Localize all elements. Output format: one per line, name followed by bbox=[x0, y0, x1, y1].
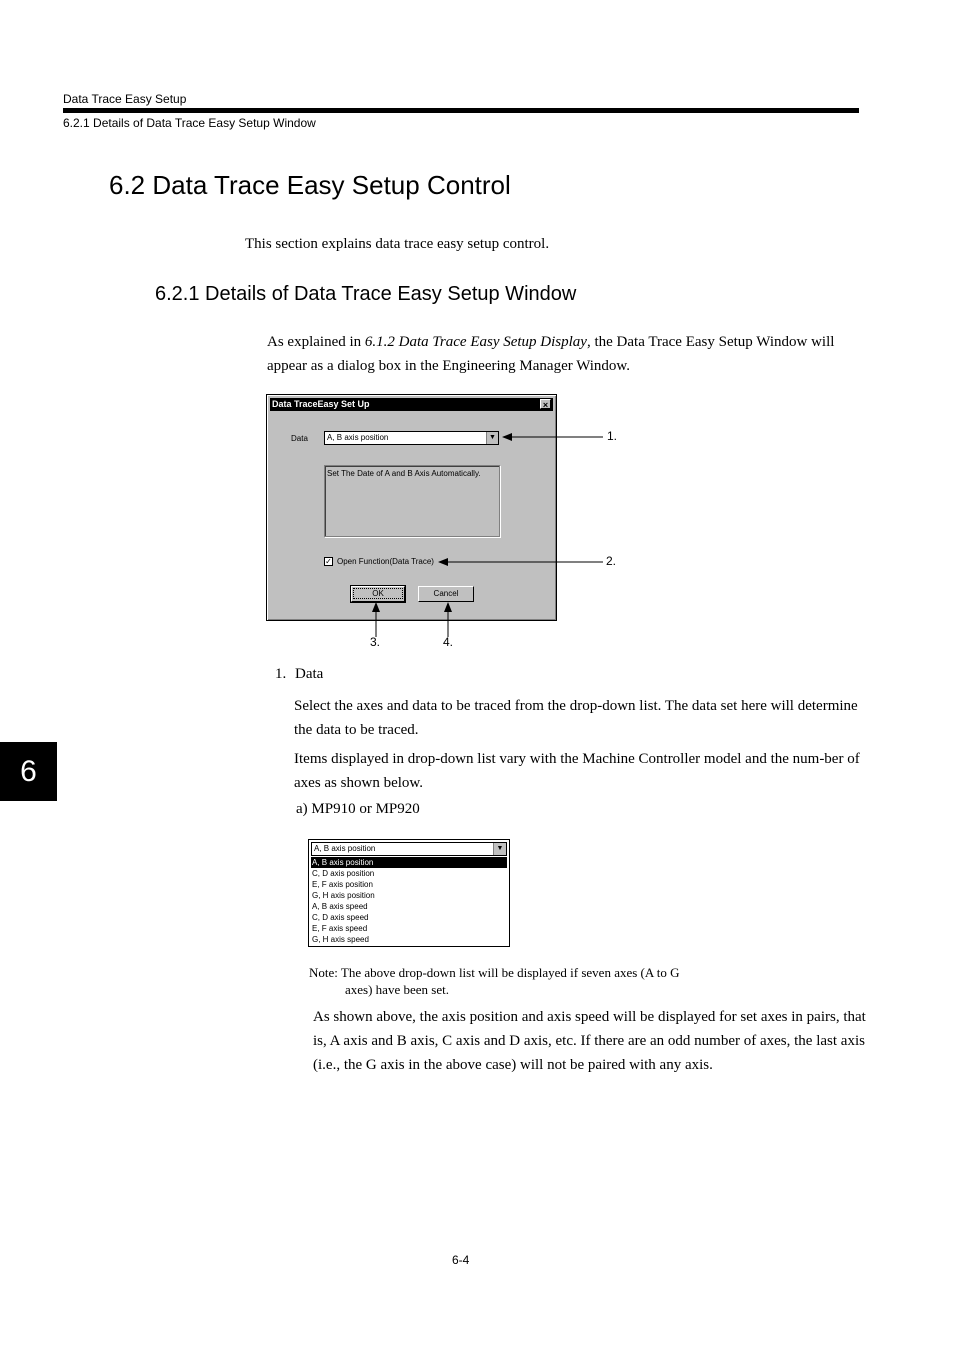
callout-2: 2. bbox=[606, 554, 617, 568]
page-number: 6-4 bbox=[452, 1253, 470, 1267]
section-intro: This section explains data trace easy setup control. bbox=[245, 236, 550, 252]
section-title: 6.2 Data Trace Easy Setup Control bbox=[109, 170, 511, 200]
callout-3: 3. bbox=[370, 635, 381, 649]
sub-heading: a) MP910 or MP920 bbox=[296, 801, 420, 817]
list-item[interactable]: E, F axis position bbox=[312, 880, 373, 889]
note-line-1: Note: The above drop-down list will be displayed if seven axes (A to G bbox=[309, 965, 680, 980]
close-icon[interactable]: × bbox=[540, 399, 551, 409]
axis-dropdown-list bbox=[308, 839, 510, 947]
cancel-button[interactable]: Cancel bbox=[418, 586, 474, 602]
callout-1: 1. bbox=[607, 429, 618, 443]
running-header-chapter: Data Trace Easy Setup bbox=[63, 92, 187, 106]
list-item[interactable]: A, B axis speed bbox=[312, 902, 368, 911]
axis-dropdown-value: A, B axis position bbox=[314, 844, 376, 853]
data-label: Data bbox=[291, 434, 308, 443]
para-suffix: , the Data Trace Easy Setup Window will appear as a dialog box in the Engineering Manager Window. bbox=[267, 334, 835, 374]
chapter-tab: 6 bbox=[0, 742, 57, 801]
axis-dropdown[interactable] bbox=[311, 842, 507, 856]
closing-paragraph: As shown above, the axis position and axis speed will be displayed for set axes in pairs, that is, A axis and B axis, C axis and D axis, etc. If there are an odd number of axes, the last axis (i.e., the G axis in the above case) will not be paired with any axis. bbox=[313, 1009, 866, 1073]
ok-button-label: OK bbox=[353, 588, 403, 599]
axis-options bbox=[311, 857, 507, 945]
list-item[interactable]: C, D axis speed bbox=[312, 913, 369, 922]
list-item[interactable]: G, H axis speed bbox=[312, 935, 369, 944]
para-reference: 6.1.2 Data Trace Easy Setup Display bbox=[364, 334, 587, 350]
chevron-down-icon[interactable]: ▼ bbox=[486, 432, 498, 444]
description-box: Set The Date of A and B Axis Automatically. bbox=[324, 465, 500, 537]
open-function-label: Open Function(Data Trace) bbox=[337, 557, 434, 566]
list-item[interactable]: E, F axis speed bbox=[312, 924, 368, 933]
subsection-title: 6.2.1 Details of Data Trace Easy Setup Window bbox=[155, 283, 577, 305]
list-item-heading: Data bbox=[295, 666, 324, 682]
list-item-paragraph-2: Items displayed in drop-down list vary with the Machine Controller model and the num-ber of axes as shown below. bbox=[294, 751, 860, 791]
list-item[interactable]: C, D axis position bbox=[312, 869, 375, 878]
dialog-title: Data TraceEasy Set Up bbox=[272, 399, 370, 409]
running-header-subsection: 6.2.1 Details of Data Trace Easy Setup Window bbox=[63, 116, 316, 130]
chevron-down-icon[interactable]: ▼ bbox=[493, 843, 506, 855]
para-prefix: As explained in bbox=[267, 334, 365, 350]
note-line-2: axes) have been set. bbox=[345, 982, 449, 997]
list-item[interactable]: G, H axis position bbox=[312, 891, 375, 900]
list-item-paragraph-1: Select the axes and data to be traced from the drop-down list. The data set here will determine the data to be traced. bbox=[294, 698, 858, 738]
list-item-number: 1. bbox=[275, 666, 287, 682]
data-dropdown-value: A, B axis position bbox=[327, 433, 389, 442]
list-item[interactable]: A, B axis position bbox=[311, 857, 507, 868]
callout-4: 4. bbox=[443, 635, 454, 649]
open-function-checkbox[interactable]: ✓ bbox=[325, 557, 332, 566]
